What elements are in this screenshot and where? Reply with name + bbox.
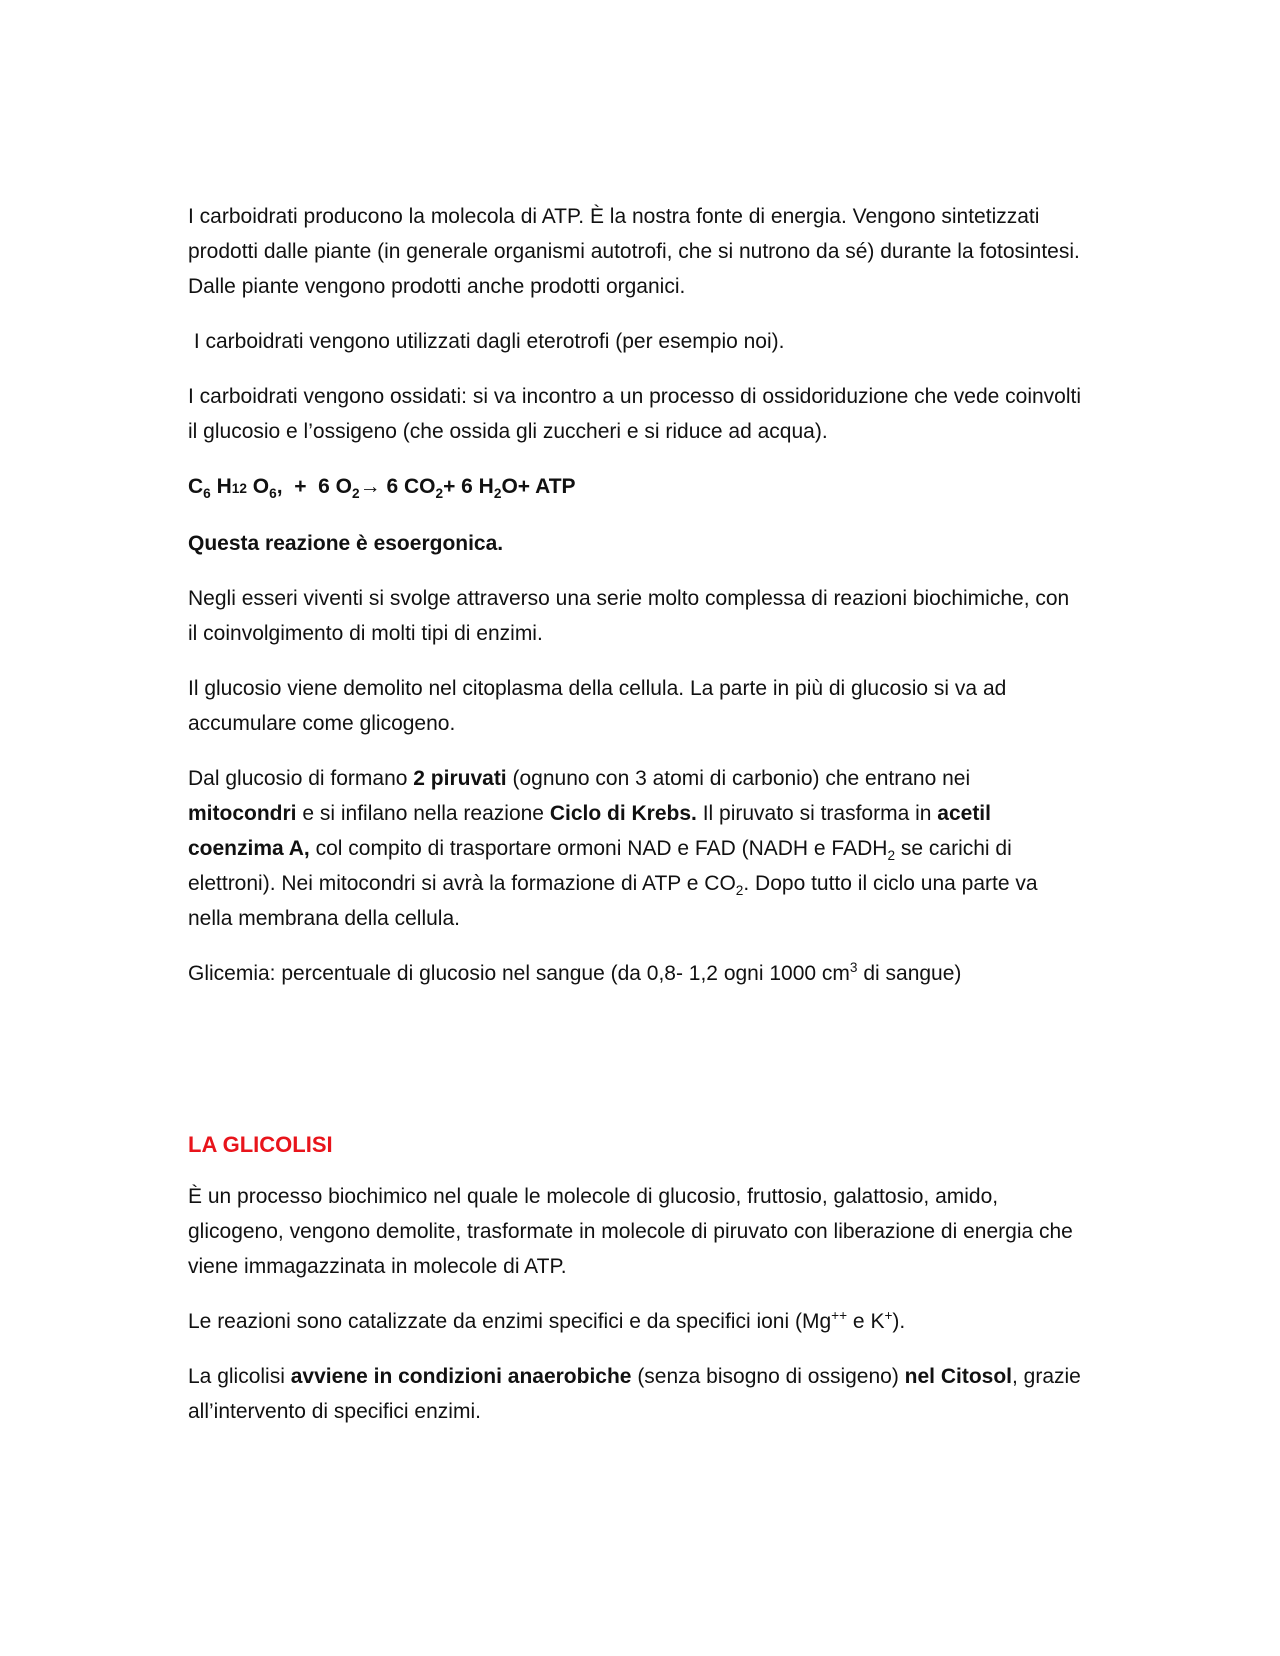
p7-t7: . Dopo tutto il ciclo una parte va nella membrana della cellula.	[188, 872, 1038, 930]
p7-bold-piruvati: 2 piruvati	[413, 767, 507, 790]
p10-sup-mg: ++	[831, 1308, 848, 1323]
p11-t2: (senza bisogno di ossigeno)	[631, 1365, 905, 1388]
p10-t3: ).	[892, 1310, 906, 1333]
p7-sub-fadh2: 2	[887, 848, 896, 864]
p11-bold-citosol: nel Citosol	[904, 1365, 1012, 1388]
p7-bold-krebs: Ciclo di Krebs.	[549, 802, 697, 825]
eq-o2-sub: 2	[352, 486, 360, 502]
paragraph-glicemia	[188, 956, 1084, 991]
eq-co2-sub: 2	[435, 486, 444, 502]
p11-t1: La glicolisi	[188, 1365, 291, 1388]
paragraph-pyruvate	[188, 761, 1084, 936]
eq-tail: O+ ATP	[501, 475, 576, 498]
eq-h2o-sub: 2	[493, 486, 502, 502]
paragraph-atp: I carboidrati producono la molecola di ATP. È la nostra fonte di energia. Vengono sintetizzati prodotti dalle piante (in generale organismi autotrofi, che si nutrono da sé) durante la fotosintesi. Dalle piante vengono prodotti anche prodotti organici.	[188, 205, 1080, 298]
p7-t3: e si infilano nella reazione	[296, 802, 550, 825]
paragraph-ions	[188, 1304, 1084, 1339]
eq-c: C	[188, 475, 204, 498]
eq-h: H	[210, 475, 232, 498]
eq-water: + 6 H	[443, 475, 494, 498]
paragraph-anaerobic	[188, 1359, 1084, 1429]
eq-o-sub: 6	[269, 486, 277, 502]
p7-bold-acetil: acetil coenzima A,	[188, 802, 991, 860]
paragraph-glucose-cytoplasm: Il glucosio viene demolito nel citoplasma della cellula. La parte in più di glucosio si va ad accumulare come glicogeno.	[188, 677, 1007, 735]
p7-t6: se carichi di elettroni). Nei mitocondri si avrà la formazione di ATP e CO	[188, 837, 1012, 895]
p11-t3: , grazie all’intervento di specifici enzimi.	[188, 1365, 1081, 1423]
p8-t2: di sangue)	[857, 962, 962, 985]
p10-sup-k: +	[884, 1308, 893, 1323]
p10-t2: e K	[847, 1310, 885, 1333]
p10-t1: Le reazioni sono catalizzate da enzimi specifici e da specifici ioni (Mg	[188, 1310, 832, 1333]
p7-t5: col compito di trasportare ormoni NAD e FAD (NADH e FADH	[309, 837, 888, 860]
eq-arrow: → 6 CO	[359, 475, 436, 498]
paragraph-exergonic: Questa reazione è esoergonica.	[188, 532, 504, 555]
p8-sup-cm3: 3	[849, 960, 858, 975]
p7-t4: Il piruvato si trasforma in	[696, 802, 938, 825]
eq-o: O	[246, 475, 270, 498]
chemical-equation	[188, 469, 1084, 506]
p8-t1: Glicemia: percentuale di glucosio nel sangue (da 0,8- 1,2 ogni 1000 cm	[188, 962, 850, 985]
paragraph-glycolysis-def: È un processo biochimico nel quale le molecole di glucosio, fruttosio, galattosio, amido, glicogeno, vengono demolite, trasformate in molecole di piruvato con liberazione di energia che viene immagazzinata in molecole di ATP.	[188, 1185, 1073, 1278]
eq-c-sub: 6	[203, 486, 211, 502]
p11-bold-anaerobic: avviene in condizioni anaerobiche	[290, 1365, 632, 1388]
p7-t2: (ognuno con 3 atomi di carbonio) che entrano nei	[506, 767, 971, 790]
eq-plus: , + 6 O	[276, 475, 353, 498]
p7-t1: Dal glucosio di formano	[188, 767, 414, 790]
paragraph-living-beings: Negli esseri viventi si svolge attraverso una serie molto complessa di reazioni biochimiche, con il coinvolgimento di molti tipi di enzimi.	[188, 587, 1070, 645]
p7-bold-mitocondri: mitocondri	[188, 802, 297, 825]
p7-sub-co2: 2	[735, 883, 744, 899]
paragraph-heterotrophs: I carboidrati vengono utilizzati dagli eterotrofi (per esempio noi).	[188, 330, 785, 353]
eq-h-sub: 12	[231, 481, 247, 496]
section-heading-glicolisi: LA GLICOLISI	[188, 1132, 333, 1157]
paragraph-oxidation: I carboidrati vengono ossidati: si va incontro a un processo di ossidoriduzione che vede coinvolti il glucosio e l’ossigeno (che ossida gli zuccheri e si riduce ad acqua).	[188, 385, 1082, 443]
